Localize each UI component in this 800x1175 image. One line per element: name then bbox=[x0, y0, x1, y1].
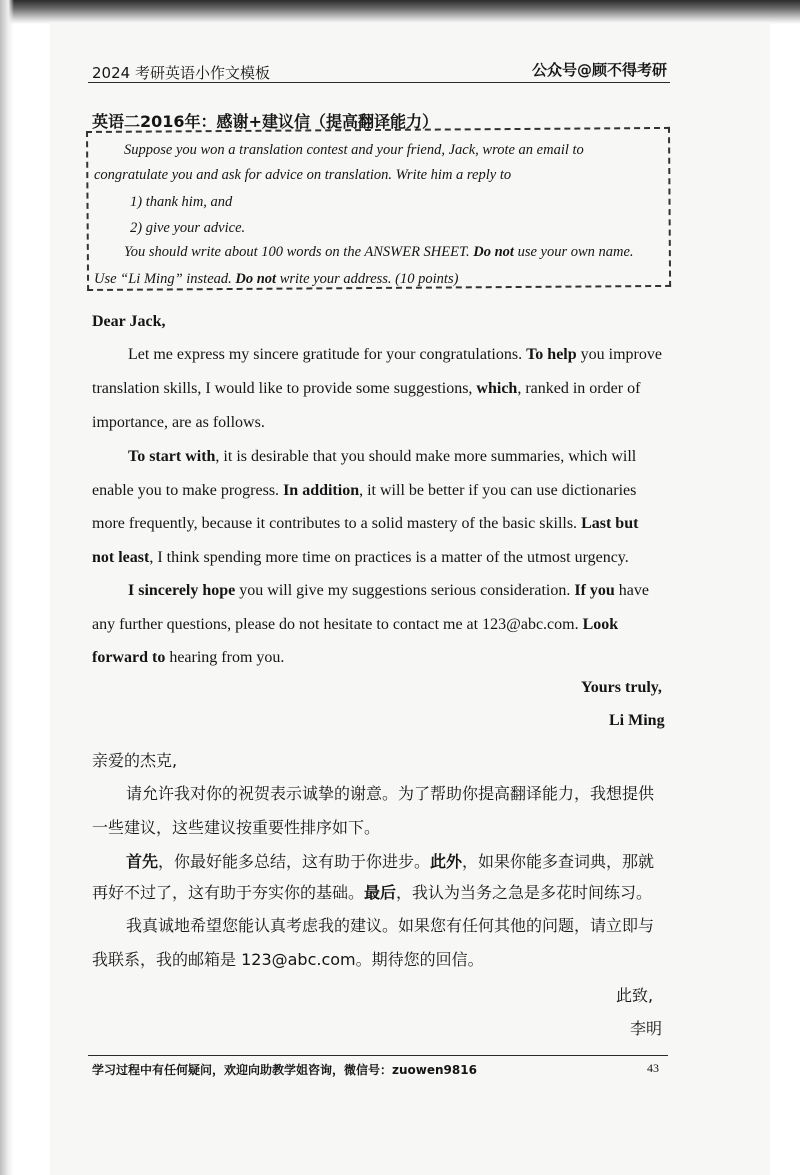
letter-line: more frequently, because it contributes to a solid mastery of the basic skills. Last but bbox=[92, 515, 639, 532]
scan-left-edge bbox=[0, 0, 14, 1175]
prompt-line: congratulate you and ask for advice on translation. Write him a reply to bbox=[94, 167, 512, 183]
page-number: 43 bbox=[647, 1061, 659, 1075]
letter-closing: Yours truly, bbox=[581, 679, 662, 696]
letter-line: enable you to make progress. In addition, it will be better if you can use dictionaries bbox=[92, 482, 637, 499]
letter-line: I sincerely hope you will give my suggestions serious consideration. If you have bbox=[128, 582, 649, 599]
letter-line: translation skills, I would like to provide some suggestions, which, ranked in order of bbox=[92, 380, 641, 397]
translation-line: 我真诚地希望您能认真考虑我的建议。如果您有任何其他的问题，请立即与 bbox=[126, 916, 655, 935]
header-divider bbox=[88, 82, 670, 83]
letter-signature: Li Ming bbox=[609, 712, 665, 729]
letter-line: any further questions, please do not hesitate to contact me at 123@abc.com. Look bbox=[92, 616, 619, 633]
translation-line: 一些建议，这些建议按重要性排序如下。 bbox=[92, 818, 381, 837]
running-header-account: 公众号@顾不得考研 bbox=[531, 61, 667, 79]
translation-line: 请允许我对你的祝贺表示诚挚的谢意。为了帮助你提高翻译能力，我想提供 bbox=[126, 784, 655, 803]
scan-top-edge bbox=[0, 0, 800, 24]
prompt-line: Suppose you won a translation contest and your friend, Jack, wrote an email to bbox=[124, 142, 584, 158]
prompt-item: 1) thank him, and bbox=[130, 194, 233, 210]
translation-signature: 李明 bbox=[630, 1019, 663, 1038]
letter-line: forward to hearing from you. bbox=[92, 649, 285, 666]
letter-line: Let me express my sincere gratitude for your congratulations. To help you improve bbox=[128, 346, 662, 363]
translation-line: 首先，你最好能多总结，这有助于你进步。此外，如果你能多查词典，那就 bbox=[126, 852, 655, 871]
translation-line: 我联系，我的邮箱是 123@abc.com。期待您的回信。 bbox=[92, 950, 484, 969]
footer-note: 学习过程中有任何疑问，欢迎向助教学姐咨询，微信号：zuowen9816 bbox=[92, 1063, 477, 1077]
letter-line: importance, are as follows. bbox=[92, 414, 265, 431]
running-header-title: 2024 考研英语小作文模板 bbox=[92, 64, 270, 82]
letter-line: not least, I think spending more time on practices is a matter of the utmost urgency. bbox=[92, 549, 629, 566]
prompt-line: You should write about 100 words on the ANSWER SHEET. Do not use your own name. bbox=[124, 244, 634, 260]
footer-divider bbox=[88, 1055, 668, 1056]
translation-salutation: 亲爱的杰克, bbox=[92, 751, 178, 770]
prompt-line: Use “Li Ming” instead. Do not write your address. (10 points) bbox=[94, 271, 459, 287]
translation-closing: 此致, bbox=[616, 986, 654, 1005]
section-title: 英语二2016年：感谢+建议信（提高翻译能力） bbox=[92, 112, 438, 131]
letter-salutation: Dear Jack, bbox=[92, 313, 166, 330]
translation-line: 再好不过了，这有助于夯实你的基础。最后，我认为当务之急是多花时间练习。 bbox=[92, 883, 653, 902]
letter-line: To start with, it is desirable that you should make more summaries, which will bbox=[128, 448, 637, 465]
prompt-item: 2) give your advice. bbox=[130, 220, 246, 236]
